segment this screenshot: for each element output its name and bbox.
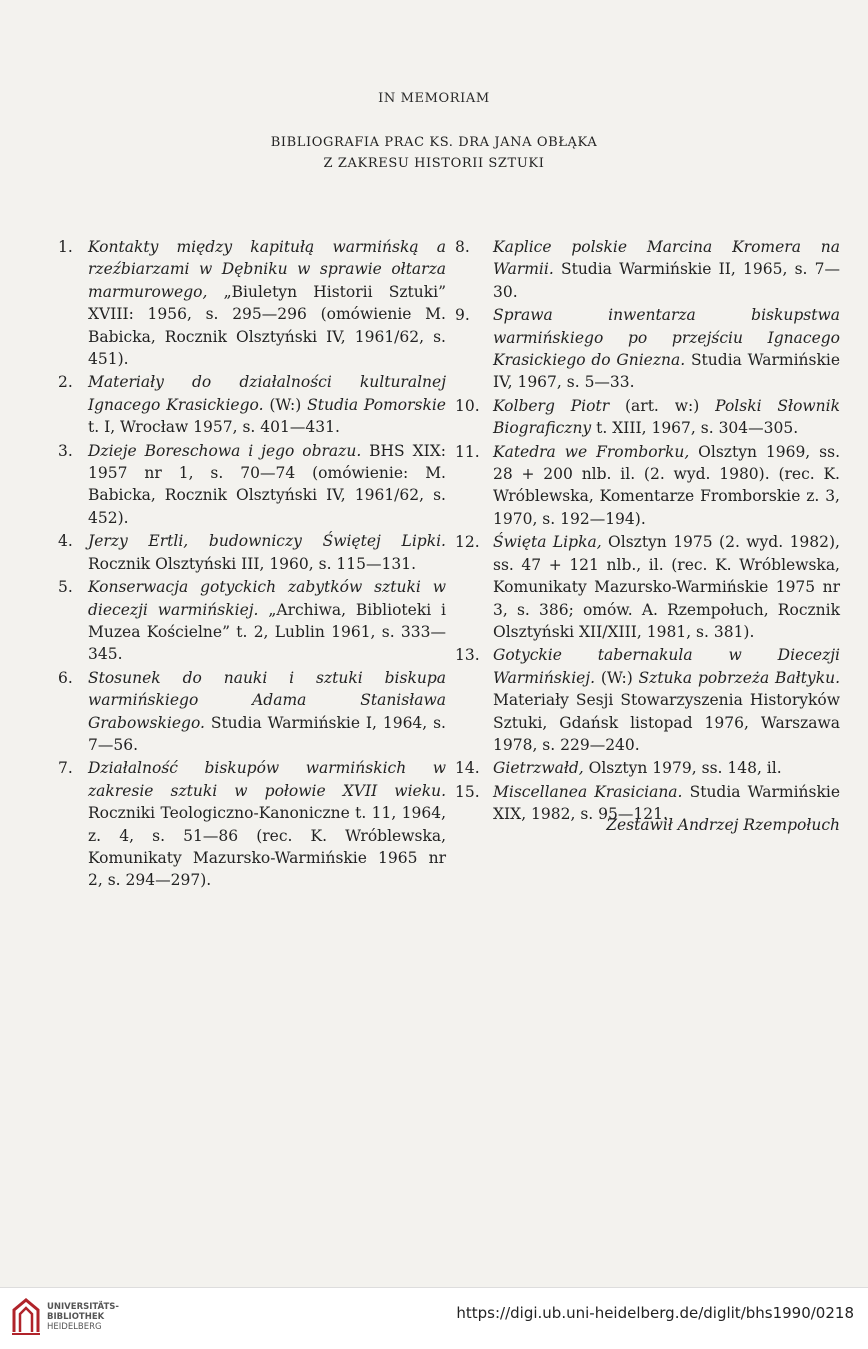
library-name — [47, 1302, 119, 1332]
bibliography-entry — [58, 371, 446, 438]
entry-text — [493, 441, 840, 531]
entry-number: 12. — [455, 533, 480, 552]
entry-details: t. XIII, 1967, s. 304—305. — [591, 419, 799, 438]
bibliography-entry — [455, 531, 840, 643]
bibliography-right-column — [455, 236, 840, 827]
entry-title: Sprawa inwentarza biskupstwa warmińskiego po przejściu Ignacego Krasickiego do Gniezna. — [493, 306, 840, 370]
entry-text — [493, 644, 840, 756]
entry-number: 3. — [58, 441, 73, 460]
library-name-line1: UNIVERSITÄTS- — [47, 1302, 119, 1312]
entry-details: (W:) — [263, 395, 308, 414]
entry-title: Katedra we Fromborku, — [493, 442, 690, 461]
entry-text — [493, 757, 840, 779]
entry-text — [88, 757, 446, 891]
section-heading: IN MEMORIAM — [378, 91, 490, 106]
entry-details: Materiały Sesji Stowarzyszenia Historyków Sztuki, Gdańsk listopad 1976, Warszawa 1978, s. 229—240. — [493, 691, 840, 754]
source-url-link[interactable]: https://digi.ub.uni-heidelberg.de/diglit/bhs1990/0218 — [456, 1304, 854, 1322]
entry-number: 5. — [58, 578, 73, 597]
footer-bar — [0, 1287, 868, 1349]
entry-title: Miscellanea Krasiciana. — [493, 782, 683, 801]
entry-title: Polski Słownik Biograficzny — [493, 396, 841, 438]
entry-title: Kaplice polskie Marcina Kromera na Warmii. — [493, 238, 840, 279]
entry-number: 8. — [455, 238, 470, 256]
entry-number: 2. — [58, 373, 73, 392]
entry-text — [493, 531, 840, 643]
entry-details: Rocznik Olsztyński III, 1960, s. 115—131. — [88, 554, 417, 573]
entry-text — [88, 576, 446, 666]
document-title-line1: BIBLIOGRAFIA PRAC KS. DRA JANA OBŁĄKA — [270, 135, 598, 150]
entry-title: Materiały do działalności kulturalnej Ignacego Krasickiego. — [88, 373, 446, 414]
entry-text — [88, 667, 446, 757]
entry-details: „Biuletyn Historii Sztuki” XVIII: 1956, s. 295—296 (omówienie M. Babicka, Rocznik Olsztyński IV, 1961/62, s. 451). — [88, 282, 446, 369]
entry-details: (W:) — [595, 668, 639, 687]
bibliography-entry — [58, 530, 446, 575]
entry-details: Studia Warmińskie XIX, 1982, s. 95—121. — [493, 782, 841, 824]
entry-details: Roczniki Teologiczno-Kanoniczne t. 11, 1964, z. 4, s. 51—86 (rec. K. Wróblewska, Komunikaty Mazursko-Warmińskie 1965 nr 2, s. 294—297). — [88, 804, 446, 890]
entry-details: Studia Warmińskie I, 1964, s. 7—56. — [88, 713, 446, 754]
entry-details: Studia Warmińskie IV, 1967, s. 5—33. — [493, 351, 840, 392]
entry-number: 15. — [455, 782, 480, 801]
bibliography-entry — [58, 667, 446, 757]
entry-title: Konserwacja gotyckich zabytków sztuki w diecezji warmińskiej. — [88, 578, 446, 619]
bibliography-entry — [455, 304, 840, 394]
entry-title: Sztuka pobrzeża Bałtyku. — [638, 668, 840, 687]
entry-number: 10. — [455, 396, 480, 415]
entry-title: Gietrzwałd, — [493, 759, 584, 778]
entry-title: Stosunek do nauki i sztuki biskupa warmińskiego Adama Stanisława Grabowskiego. — [88, 668, 446, 732]
entry-details: Olsztyn 1969, ss. 28 + 200 nlb. il. (2. wyd. 1980). (rec. K. Wróblewska, Komentarze Fromborskie z. 3, 1970, s. 192—194). — [493, 442, 840, 528]
entry-text — [493, 395, 840, 440]
entry-text — [88, 371, 446, 438]
bibliography-entry — [58, 576, 446, 666]
entry-number: 13. — [455, 646, 480, 665]
entry-details: Olsztyn 1975 (2. wyd. 1982), ss. 47 + 121 nlb., il. (rec. K. Wróblewska, Komunikaty Mazursko-Warmińskie 1975 nr 3, s. 386; omów. A. Rzempołuch, Rocznik Olsztyński XII/XIII, 1981, s. 381). — [493, 533, 840, 641]
library-name-line2: BIBLIOTHEK — [47, 1312, 105, 1322]
bibliography-entry — [455, 644, 840, 756]
document-title-line2: Z ZAKRESU HISTORII SZTUKI — [323, 156, 545, 171]
bibliography-entry — [455, 236, 840, 303]
entry-details: (art. w:) — [609, 396, 716, 415]
entry-details: Olsztyn 1979, ss. 148, il. — [583, 759, 782, 778]
entry-number: 1. — [58, 238, 73, 256]
library-logo-icon — [10, 1296, 42, 1340]
entry-title: Kontakty między kapitułą warmińską a rzeźbiarzami w Dębniku w sprawie ołtarza marmurowego, — [88, 238, 446, 301]
entry-number: 14. — [455, 759, 480, 778]
entry-number: 11. — [455, 442, 480, 461]
entry-title: Gotyckie tabernakula w Diecezji Warmińskiej. — [493, 646, 840, 687]
entry-details: t. I, Wrocław 1957, s. 401—431. — [88, 418, 340, 437]
entry-details: BHS XIX: 1957 nr 1, s. 70—74 (omówienie: M. Babicka, Rocznik Olsztyński IV, 1961/62, s. 452). — [88, 441, 446, 527]
library-name-line3: HEIDELBERG — [47, 1322, 102, 1332]
bibliography-entry — [58, 236, 446, 370]
entry-number: 7. — [58, 759, 73, 778]
entry-number: 4. — [58, 532, 73, 551]
entry-number: 6. — [58, 668, 73, 687]
bibliography-entry — [58, 757, 446, 891]
entry-text — [88, 440, 446, 530]
entry-details: „Archiwa, Biblioteki i Muzea Kościelne” t. 2, Lublin 1961, s. 333—345. — [88, 600, 447, 664]
entry-title: Kolberg Piotr — [493, 396, 610, 415]
bibliography-entry — [455, 395, 840, 440]
entry-title: Święta Lipka, — [493, 533, 602, 552]
entry-number: 9. — [455, 306, 470, 325]
entry-details: Studia Warmińskie II, 1965, s. 7—30. — [493, 260, 840, 301]
bibliography-left-column — [58, 236, 446, 893]
entry-text — [493, 304, 840, 394]
entry-title: Dzieje Boreschowa i jego obrazu. — [88, 441, 362, 460]
entry-text — [88, 236, 446, 370]
entry-title: Studia Pomorskie — [307, 395, 446, 414]
bibliography-entry — [455, 441, 840, 531]
entry-text — [88, 530, 446, 575]
entry-title: Działalność biskupów warmińskich w zakresie sztuki w połowie XVII wieku. — [88, 759, 446, 800]
compiler-credit: Zestawił Andrzej Rzempołuch — [606, 816, 840, 834]
entry-title: Jerzy Ertli, budowniczy Świętej Lipki. — [88, 532, 446, 551]
entry-text — [493, 236, 840, 303]
bibliography-entry — [455, 757, 840, 779]
bibliography-entry — [58, 440, 446, 530]
